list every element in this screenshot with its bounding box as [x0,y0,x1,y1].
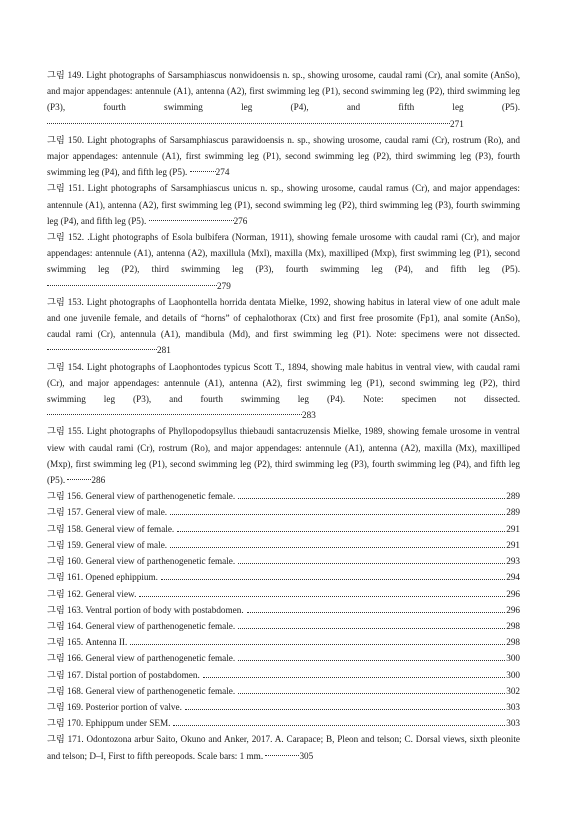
figure-caption: General view of male. [85,507,168,518]
list-item [47,423,520,488]
page-number: 296 [506,604,520,615]
figure-caption: Light photographs of Laophontella horrida dentata Mielke, 1992, showing habitus in lateral view of one adult male and one juvenile female, and details of “horns” of cephalothorax (Ctx) and first free prosomite (Fp1), anal somite (AnSo), caudal rami (Cr), antennula (A1), mandibula (Md), and first swimming leg (P1). Note: specimens were not dissected. [47,296,520,340]
figure-caption: General view of parthenogenetic female. [85,685,236,696]
figure-caption: General view of parthenogenetic female. [85,620,236,631]
figure-caption: Light photographs of Laophontodes typicus Scott T., 1894, showing male habitus in ventral view, with caudal rami (Cr), and major appendages: antennule (A1), antenna (A2), first swimming leg (P1), second swimming leg (P2), third swimming leg (P3), and fourth swimming leg (P4). Note: specimen not dissected. [47,361,520,405]
figure-label: 그림 155. [47,426,84,437]
page-number: 296 [506,588,520,599]
list-item [47,553,520,569]
figure-label: 그림 167. [47,669,84,680]
list-item [47,602,520,618]
figure-label: 그림 170. [47,718,84,729]
dot-leader [238,628,505,629]
page-number: 271 [450,118,464,129]
list-item [47,699,520,715]
page-number: 289 [506,507,520,518]
page-number: 283 [302,410,316,421]
figure-caption: General view of female. [85,523,175,534]
dot-leader [161,579,505,580]
list-item [47,650,520,666]
figure-caption: Light photographs of Sarsamphiascus parawidoensis n. sp., showing urosome, caudal rami (Cr), rostrum (Ro), and major appendages: antennule (A1), first swimming leg (P1), second swimming leg (P2), third swimming leg (P3), fourth swimming leg (P4), and fifth leg (P5). [47,134,521,178]
figure-label: 그림 152. [47,232,85,243]
page-number: 298 [506,620,520,631]
list-item [47,359,520,424]
figure-label: 그림 163. [47,604,84,615]
list-item [47,715,520,731]
dot-leader [238,563,505,564]
list-item [47,586,520,602]
page-number: 294 [506,572,520,583]
list-item [47,294,520,359]
figure-caption: Posterior portion of valve. [85,701,182,712]
dot-leader [247,612,506,613]
figure-caption: Opened ephippium. [85,572,158,583]
list-item [47,229,520,294]
page-number: 300 [506,669,520,680]
dot-leader [170,547,505,548]
figure-caption: Light photographs of Sarsamphiascus nonwidoensis n. sp., showing urosome, caudal rami (Cr), anal somite (AnSo), and major appendages: antennule (A1), antenna (A2), first swimming leg (P1), second swimming leg (P2), third swimming leg (P3), fourth swimming leg (P4), and fifth leg (P5). [47,70,520,113]
figure-label: 그림 171. [47,734,84,745]
figure-caption: General view of parthenogenetic female. [85,491,236,502]
figure-caption: Ventral portion of body with postabdomen. [85,604,244,615]
figure-label: 그림 156. [47,491,84,502]
figure-caption: Light photographs of Sarsamphiascus unicus n. sp., showing urosome, caudal ramus (Cr), and major appendages: antennule (A1), antenna (A2), first swimming leg (P1), second swimming leg (P2), third swimming leg (P3), fourth swimming leg (P4), and fifth leg (P5). [47,183,520,226]
list-item [47,67,520,132]
dot-leader [47,414,302,415]
dot-leader [139,596,505,597]
page-number: 286 [91,475,106,486]
figure-caption: General view of male. [85,539,168,550]
page-number: 274 [215,167,230,178]
list-item [47,569,520,585]
figure-label: 그림 158. [47,523,84,534]
page-number: 305 [299,750,314,761]
page-number: 300 [506,653,520,664]
figure-label: 그림 149. [47,70,84,80]
figure-label: 그림 166. [47,653,84,664]
dot-leader [173,725,505,726]
page-number: 289 [506,491,520,502]
figure-label: 그림 168. [47,685,84,696]
dot-leader [203,677,505,678]
figure-caption: Ephippum under SEM. [85,718,171,729]
figure-label: 그림 154. [47,361,84,372]
list-item [47,488,520,504]
dot-leader [238,498,505,499]
dot-leader [190,171,216,172]
list-item [47,683,520,699]
dot-leader [149,220,234,221]
page-number: 291 [506,539,520,550]
list-item [47,180,520,229]
dot-leader [170,514,505,515]
list-item [47,634,520,650]
figure-label: 그림 161. [47,572,84,583]
list-item [47,731,520,763]
page-number: 302 [506,685,520,696]
list-item [47,132,520,181]
figure-label: 그림 153. [47,296,84,307]
dot-leader [185,709,505,710]
dot-leader [265,755,299,756]
figure-label: 그림 150. [47,134,85,145]
dot-leader [238,693,505,694]
figure-label: 그림 159. [47,539,84,550]
page-number: 276 [233,215,248,226]
page-number: 279 [217,280,231,291]
dot-leader [47,123,450,124]
figure-label: 그림 151. [47,183,85,194]
figure-label: 그림 162. [47,588,84,599]
figure-label: 그림 160. [47,556,84,567]
figure-caption: Antenna II. [85,637,128,648]
page-number: 281 [157,345,171,356]
figure-caption: General view. [85,588,137,599]
page-number: 298 [506,637,520,648]
list-item [47,618,520,634]
dot-leader [177,531,505,532]
figure-label: 그림 164. [47,620,84,631]
dot-leader [47,349,157,350]
dot-leader [47,285,217,286]
list-item [47,504,520,520]
page-number: 293 [506,556,520,567]
page-number: 303 [506,701,520,712]
figure-caption: .Light photographs of Esola bulbifera (Norman, 1911), showing female urosome with caudal rami (Cr), and major appendages: antennule (A1), antenna (A2), maxillula (Mxl), maxilla (Mx), maxilliped (Mxp), first swimming leg (P1), second swimming leg (P2), third swimming leg (P3), fourth swimming leg (P4), and fifth leg (P5). [47,232,521,275]
figure-list [47,67,520,764]
figure-caption: General view of parthenogenetic female. [85,556,236,567]
page-number: 303 [506,718,520,729]
dot-leader [238,660,505,661]
figure-label: 그림 169. [47,701,84,712]
figure-label: 그림 165. [47,637,84,648]
figure-caption: Distal portion of postabdomen. [85,669,200,680]
dot-leader [67,479,91,480]
figure-caption: Light photographs of Phyllopodopsyllus thiebaudi santacruzensis Mielke, 1989, showing female urosome in ventral view with caudal rami (Cr), rostrum (Ro), and major appendages: antennule (A1), antenna (A2), maxilla (Mx), maxilliped (Mxp), first swimming leg (P1), second swimming leg (P2), third swimming leg (P3), fourth swimming leg (P4), and fifth leg (P5). [47,426,520,486]
figure-label: 그림 157. [47,507,84,518]
figure-caption: General view of parthenogenetic female. [85,653,236,664]
list-item [47,667,520,683]
list-item [47,537,520,553]
page-number: 291 [506,523,520,534]
figure-caption: Odontozona arbur Saito, Okuno and Anker, 2017. A. Carapace; B, Pleon and telson; C. Dorsal views, sixth pleonite and telson; D–I, First to fifth pereopods. Scale bars: 1 mm. [47,734,520,761]
dot-leader [130,644,505,645]
list-item [47,521,520,537]
